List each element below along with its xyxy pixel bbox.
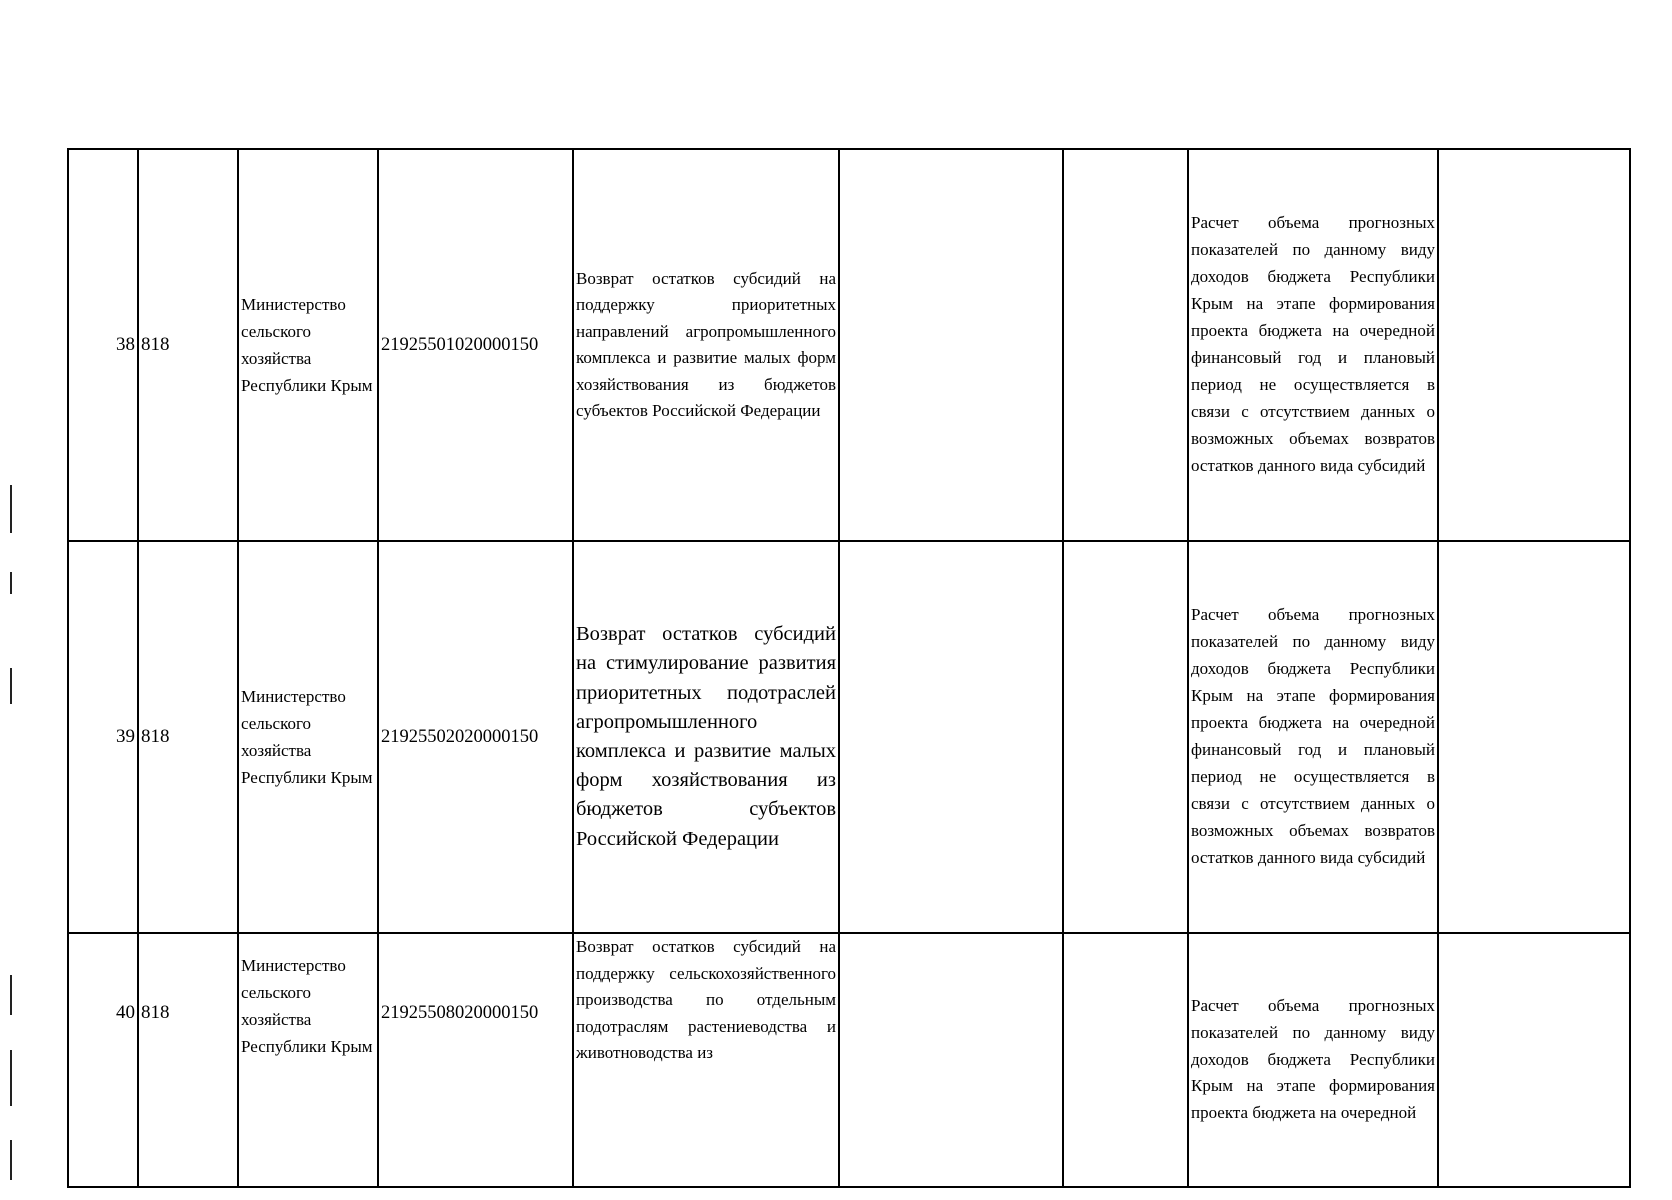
admin-name: Министерство сельского хозяйства Республики Крым (238, 149, 378, 541)
empty-cell (839, 933, 1063, 1187)
row-number: 39 (68, 541, 138, 933)
budget-classification-code: 21925502020000150 (378, 541, 573, 933)
empty-cell (1438, 541, 1630, 933)
margin-scan-mark (10, 572, 12, 594)
budget-classification-code: 21925501020000150 (378, 149, 573, 541)
empty-cell (839, 149, 1063, 541)
admin-code: 818 (138, 541, 238, 933)
calculation-method: Расчет объема прогнозных показателей по данному виду доходов бюджета Республики Крым на этапе формирования проекта бюджета на очередной финансовый год и плановый период не осуществляется в связи с отсутствием данных о возможных объемах возвратов остатков данного вида субсидий (1188, 541, 1438, 933)
empty-cell (1438, 149, 1630, 541)
margin-scan-mark (10, 668, 12, 704)
revenue-name: Возврат остатков субсидий на поддержку приоритетных направлений агропромышленного комплекса и развитие малых форм хозяйствования из бюджетов субъектов Российской Федерации (573, 149, 839, 541)
empty-cell (839, 541, 1063, 933)
table-row (68, 541, 1630, 933)
revenue-name: Возврат остатков субсидий на поддержку сельскохозяйственного производства по отдельным подотраслям растениеводства и животноводства из (573, 933, 839, 1187)
calculation-method: Расчет объема прогнозных показателей по данному виду доходов бюджета Республики Крым на этапе формирования проекта бюджета на очередной финансовый год и плановый период не осуществляется в связи с отсутствием данных о возможных объемах возвратов остатков данного вида субсидий (1188, 149, 1438, 541)
revenue-name: Возврат остатков субсидий на стимулирование развития приоритетных подотраслей агропромышленного комплекса и развитие малых форм хозяйствования из бюджетов субъектов Российской Федерации (573, 541, 839, 933)
row-number: 38 (68, 149, 138, 541)
table-row (68, 149, 1630, 541)
calculation-method: Расчет объема прогнозных показателей по данному виду доходов бюджета Республики Крым на этапе формирования проекта бюджета на очередной (1188, 933, 1438, 1187)
revenue-forecast-table (67, 148, 1631, 1188)
empty-cell (1063, 541, 1188, 933)
admin-name: Министерство сельского хозяйства Республики Крым (238, 933, 378, 1187)
empty-cell (1438, 933, 1630, 1187)
margin-scan-mark (10, 975, 12, 1015)
row-number: 40 (68, 933, 138, 1187)
margin-scan-mark (10, 1050, 12, 1106)
empty-cell (1063, 149, 1188, 541)
admin-name: Министерство сельского хозяйства Республики Крым (238, 541, 378, 933)
empty-cell (1063, 933, 1188, 1187)
admin-code: 818 (138, 933, 238, 1187)
table-row (68, 933, 1630, 1187)
admin-code: 818 (138, 149, 238, 541)
margin-scan-mark (10, 485, 12, 533)
budget-classification-code: 21925508020000150 (378, 933, 573, 1187)
margin-scan-mark (10, 1140, 12, 1180)
